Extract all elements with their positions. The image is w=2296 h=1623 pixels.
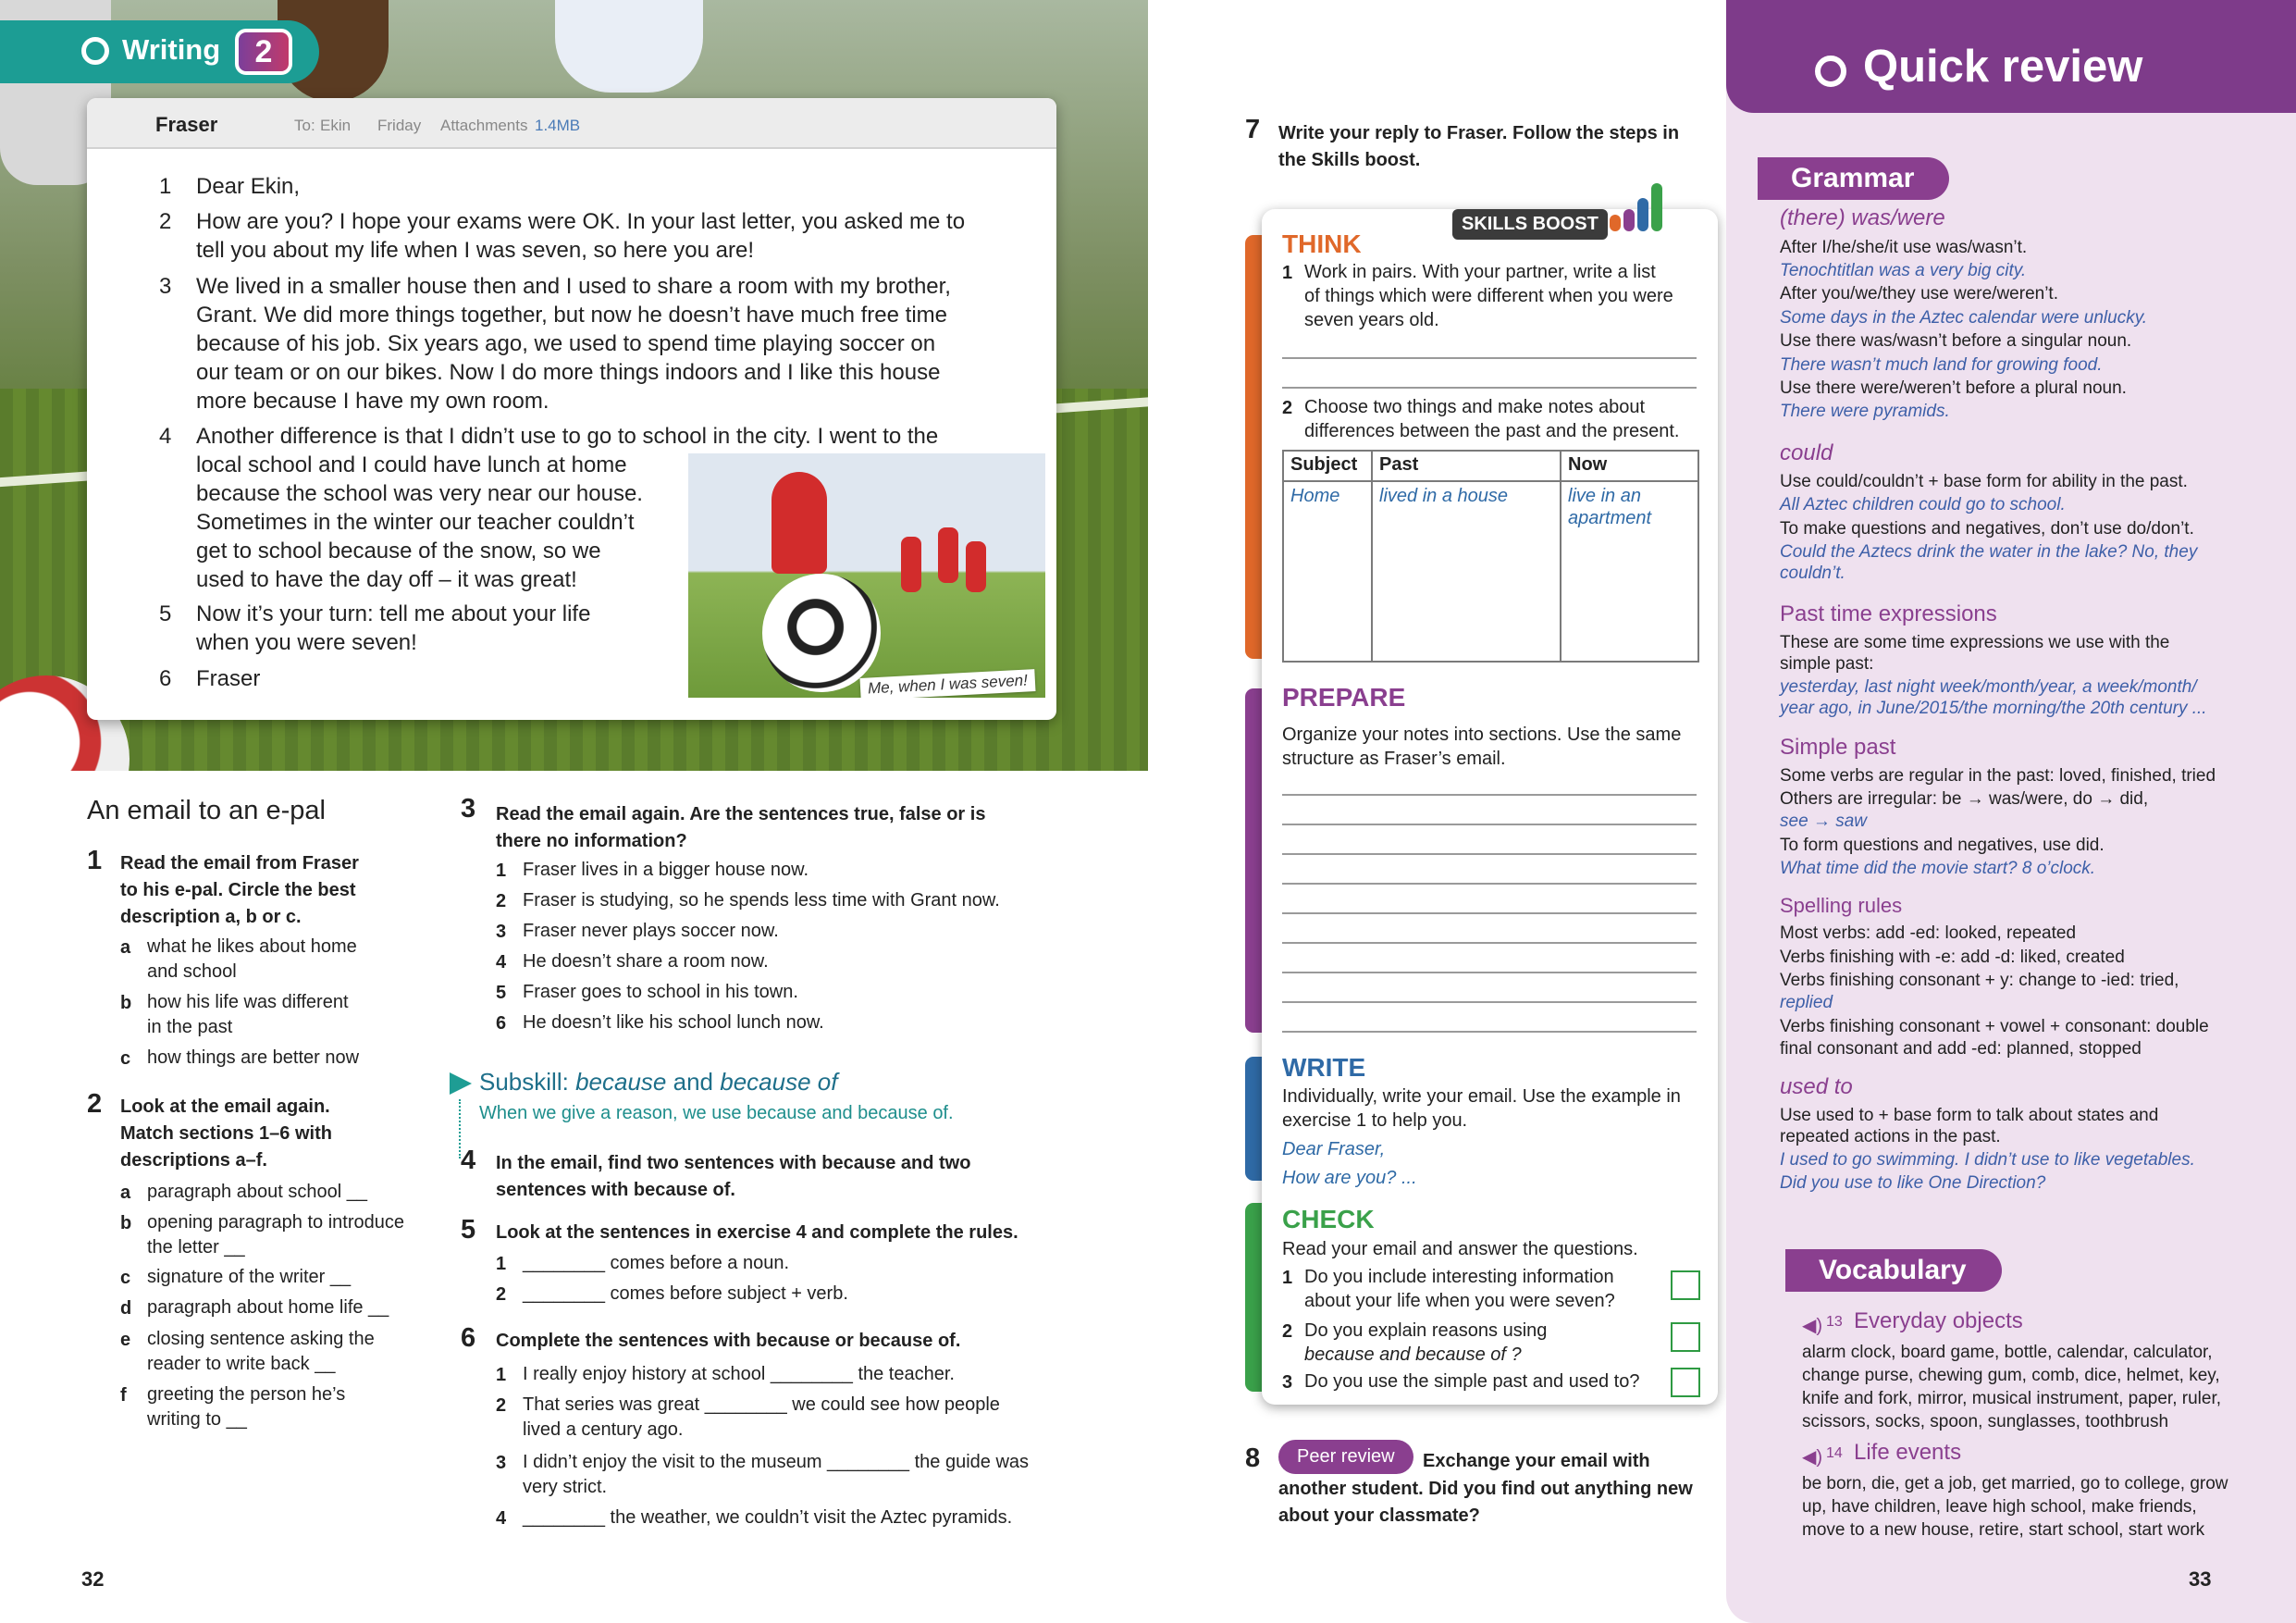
exercise-item: Fraser goes to school in his town.	[523, 982, 798, 1002]
vocab-title: Everyday objects	[1854, 1308, 2023, 1333]
exercise-item	[523, 1393, 1000, 1443]
instruction-line: another student. Did you find out anything new	[1278, 1479, 1693, 1499]
table-header: Subject	[1283, 451, 1372, 481]
rule-line: Verbs finishing consonant + y: change to -ied: tried,	[1780, 971, 2179, 990]
instruction-line: there no information?	[496, 831, 687, 851]
item-text: Do you include interesting information	[1304, 1267, 1614, 1287]
item-text: paragraph about home life __	[147, 1297, 389, 1318]
text-line: Organize your notes into sections. Use the same	[1282, 725, 1682, 745]
exercise-7-instruction	[1278, 120, 1679, 174]
rule-line: Use there was/wasn’t before a singular noun.	[1780, 331, 2132, 351]
item-number: 3	[1282, 1372, 1293, 1393]
writing-tab-number: 2	[235, 29, 292, 75]
subskill-text: When we give a reason, we use because and because of.	[479, 1103, 954, 1123]
audio-track-number: 13	[1826, 1314, 1843, 1330]
example-line: yesterday, last night week/month/year, a week/month/	[1780, 677, 2197, 697]
item-letter: d	[120, 1298, 132, 1319]
item-number: 3	[496, 1453, 507, 1473]
item-text: paragraph about school __	[147, 1182, 367, 1202]
instruction-line: description a, b or c.	[120, 907, 302, 927]
email-to: Ekin	[320, 117, 352, 134]
exercise-number: 7	[1245, 115, 1261, 144]
item-letter: c	[120, 1048, 131, 1069]
item-text: ________ the weather, we couldn’t visit the Aztec pyramids.	[523, 1507, 1013, 1528]
email-line: get to school because of the snow, so we	[196, 539, 601, 564]
item-text: seven years old.	[1304, 310, 1439, 330]
item-text: how his life was different	[147, 992, 349, 1012]
exercise-6-instruction: Complete the sentences with because or because of.	[496, 1331, 961, 1351]
vocab-line: up, have children, leave high school, make friends,	[1802, 1497, 2197, 1517]
example-line: Did you use to like One Direction?	[1780, 1173, 2046, 1193]
item-letter: c	[120, 1268, 131, 1288]
item-text: Do you use the simple past and used to?	[1304, 1371, 1640, 1392]
item-number: 4	[496, 1508, 507, 1529]
item-text: signature of the writer __	[147, 1267, 352, 1287]
check-intro: Read your email and answer the questions.	[1282, 1239, 1638, 1259]
instruction-line: In the email, find two sentences with because and two	[496, 1153, 971, 1173]
example-line: Tenochtitlan was a very big city.	[1780, 261, 2027, 280]
email-section-number: 6	[159, 666, 172, 691]
email-line: local school and I could have lunch at home	[196, 452, 627, 477]
example-line: There were pyramids.	[1780, 402, 1950, 421]
exercise-4-instruction	[496, 1150, 970, 1204]
rule-line: Others are irregular: be → was/were, do → did,	[1780, 789, 2149, 809]
example-line: replied	[1780, 993, 1833, 1012]
grammar-heading: Past time expressions	[1780, 601, 1997, 626]
exercise-item	[147, 935, 357, 985]
email-section-number: 4	[159, 424, 172, 449]
vocab-title: Life events	[1854, 1440, 1962, 1465]
email-attachments-label: Attachments	[440, 117, 528, 134]
vocab-list	[1802, 1472, 2228, 1542]
instruction-line: Look at the email again.	[120, 1096, 330, 1117]
exercise-item	[147, 1327, 375, 1377]
prepare-band	[1245, 688, 1262, 1033]
email-line: Now it’s your turn: tell me about your life	[196, 601, 591, 626]
item-text: I really enjoy history at school ________ the teacher.	[523, 1364, 955, 1384]
email-header	[87, 98, 1056, 149]
item-text: differences between the past and the present.	[1304, 421, 1680, 441]
rule-line: Some verbs are regular in the past: loved, finished, tried	[1780, 766, 2216, 786]
email-line: Another difference is that I didn’t use to go to school in the city. I went to the	[196, 424, 939, 449]
writing-line	[1282, 942, 1697, 944]
item-number: 6	[496, 1013, 507, 1034]
table-cell: Home	[1283, 481, 1372, 662]
example-line: Could the Aztecs drink the water in the lake? No, they	[1780, 542, 2198, 562]
example-line: Dear Fraser,	[1282, 1139, 1386, 1159]
writing-line	[1282, 387, 1697, 389]
exercise-item: Fraser lives in a bigger house now.	[523, 860, 809, 880]
instruction-line: Exchange your email with	[1423, 1451, 1650, 1471]
item-text: reader to write back __	[147, 1354, 336, 1374]
vocab-line: alarm clock, board game, bottle, calendar, calculator,	[1802, 1343, 2213, 1362]
email-line: We lived in a smaller house then and I used to share a room with my brother,	[196, 274, 951, 299]
item-number: 1	[496, 1365, 507, 1385]
writing-tab	[0, 20, 319, 83]
email-line: used to have the day off – it was great!	[196, 567, 577, 592]
exercise-number: 3	[461, 794, 476, 824]
item-text: the letter __	[147, 1237, 245, 1258]
item-number: 2	[496, 891, 507, 911]
item-text: I didn’t enjoy the visit to the museum ________ the guide was	[523, 1452, 1030, 1472]
email-line: Sometimes in the winter our teacher couldn’t	[196, 510, 635, 535]
think-item	[1304, 260, 1673, 332]
exercise-item	[147, 1295, 389, 1320]
binder-ring-icon	[81, 37, 109, 65]
writing-line	[1282, 794, 1697, 796]
vocab-line: be born, die, get a job, get married, go to college, grow	[1802, 1474, 2228, 1493]
table-header: Now	[1561, 451, 1698, 481]
email-line: because the school was very near our house.	[196, 481, 643, 506]
example-line: How are you? ...	[1282, 1168, 1417, 1188]
email-line: Fraser	[196, 666, 261, 691]
example-line: see → saw	[1780, 812, 1867, 831]
item-text: greeting the person he’s	[147, 1384, 346, 1405]
grammar-pill: Grammar	[1758, 157, 1949, 200]
text-line: structure as Fraser’s email.	[1282, 749, 1506, 769]
exercise-1-instruction	[120, 850, 359, 931]
email-to-label: To:	[294, 117, 315, 134]
item-text: Choose two things and make notes about	[1304, 397, 1646, 417]
photo-caption: Me, when I was seven!	[860, 669, 1036, 698]
grammar-heading: (there) was/were	[1780, 205, 1945, 230]
skills-bars-icon	[1610, 181, 1684, 231]
item-letter: a	[120, 1183, 131, 1203]
item-number: 2	[1282, 398, 1293, 418]
audio-speaker-icon[interactable]: ◀)	[1802, 1316, 1823, 1336]
writing-line	[1282, 1031, 1697, 1033]
grammar-heading: used to	[1780, 1074, 1853, 1099]
instruction-line: Match sections 1–6 with	[120, 1123, 332, 1144]
rule-line: Use could/couldn’t + base form for ability in the past.	[1780, 472, 2188, 491]
write-heading: WRITE	[1282, 1053, 1366, 1082]
email-section-number: 2	[159, 209, 172, 234]
exercise-number: 1	[87, 846, 103, 875]
exercise-item	[147, 990, 349, 1040]
exercise-2-instruction	[120, 1094, 332, 1174]
exercise-number: 5	[461, 1215, 476, 1245]
instruction-line: the Skills boost.	[1278, 150, 1421, 170]
check-band	[1245, 1203, 1262, 1392]
exercise-item	[147, 1180, 367, 1205]
example-line: I used to go swimming. I didn’t use to like vegetables.	[1780, 1150, 2195, 1170]
item-text: writing to __	[147, 1409, 247, 1430]
rule-line: These are some time expressions we use with the	[1780, 633, 2170, 652]
exercise-item	[147, 1210, 404, 1260]
exercise-number: 8	[1245, 1443, 1261, 1473]
page-number-left: 32	[81, 1567, 105, 1591]
item-text: because and because of ?	[1304, 1344, 1522, 1365]
item-text: how things are better now	[147, 1047, 360, 1068]
item-text: opening paragraph to introduce	[147, 1212, 404, 1233]
email-section-number: 1	[159, 174, 172, 199]
rule-line: After you/we/they use were/weren’t.	[1780, 284, 2058, 304]
instruction-line: Write your reply to Fraser. Follow the steps in	[1278, 123, 1680, 143]
instruction-line: Read the email from Fraser	[120, 853, 359, 873]
exercise-number: 4	[461, 1146, 476, 1175]
exercise-number: 2	[87, 1089, 103, 1119]
prepare-text	[1282, 723, 1681, 771]
table-cell: live in an apartment	[1561, 481, 1698, 662]
binder-ring-icon	[1815, 56, 1846, 87]
text-line: Individually, write your email. Use the example in	[1282, 1086, 1681, 1107]
text-line: exercise 1 to help you.	[1282, 1110, 1468, 1131]
rule-line: Use there were/weren’t before a plural noun.	[1780, 378, 2127, 398]
example-line: couldn’t.	[1780, 564, 1845, 583]
subskill-term: because	[575, 1068, 667, 1096]
exercise-item: Fraser is studying, so he spends less time with Grant now.	[523, 890, 1000, 911]
vocab-line: knife and fork, mirror, musical instrument, paper, ruler,	[1802, 1389, 2222, 1408]
rule-line: repeated actions in the past.	[1780, 1127, 2001, 1146]
rule-line: Most verbs: add -ed: looked, repeated	[1780, 923, 2077, 943]
item-letter: f	[120, 1385, 127, 1406]
exercise-item	[523, 1362, 955, 1387]
item-text: of things which were different when you were	[1304, 286, 1673, 306]
exercise-item: He doesn’t like his school lunch now.	[523, 1012, 824, 1033]
check-checkbox[interactable]	[1671, 1322, 1700, 1352]
email-line: our team or on our bikes. Now I do more things indoors and I like this house	[196, 360, 941, 385]
email-day: Friday	[377, 117, 422, 134]
example-line: There wasn’t much land for growing food.	[1780, 355, 2103, 375]
item-text: very strict.	[523, 1477, 608, 1497]
exercise-item: ________ comes before subject + verb.	[523, 1283, 848, 1304]
exercise-item	[147, 1265, 351, 1290]
skills-boost-badge: SKILLS BOOST	[1452, 209, 1608, 240]
exercise-8-instruction	[1278, 1476, 1693, 1530]
subskill-conj: and	[673, 1068, 713, 1096]
item-text: Do you explain reasons using	[1304, 1320, 1548, 1341]
item-text: in the past	[147, 1017, 233, 1037]
writing-line	[1282, 1001, 1697, 1003]
instruction-line: to his e-pal. Circle the best	[120, 880, 356, 900]
email-section-number: 3	[159, 274, 172, 299]
item-text: lived a century ago.	[523, 1419, 684, 1440]
notes-table	[1282, 450, 1699, 663]
item-number: 2	[496, 1284, 507, 1305]
email-line: more because I have my own room.	[196, 389, 549, 414]
item-number: 4	[496, 952, 507, 973]
vocab-line: move to a new house, retire, start school, start work	[1802, 1520, 2205, 1540]
exercise-item	[147, 1046, 359, 1071]
email-line: How are you? I hope your exams were OK. In your last letter, you asked me to	[196, 209, 966, 234]
think-heading: THINK	[1282, 229, 1362, 258]
exercise-item	[523, 1450, 1029, 1500]
writing-line	[1282, 972, 1697, 973]
writing-tab-label: Writing	[122, 33, 221, 66]
exercise-item	[147, 1382, 345, 1432]
subskill-label: Subskill:	[479, 1068, 569, 1096]
prepare-heading: PREPARE	[1282, 683, 1406, 712]
email-section-number: 5	[159, 601, 172, 626]
rule-line: After I/he/she/it use was/wasn’t.	[1780, 238, 2028, 257]
peer-review-badge: Peer review	[1278, 1440, 1413, 1474]
rule-line: Verbs finishing with -e: add -d: liked, created	[1780, 948, 2125, 967]
rule-line: Use used to + base form to talk about states and	[1780, 1106, 2159, 1125]
check-checkbox[interactable]	[1671, 1270, 1700, 1300]
email-line: because of his job. Six years ago, we used to spend time playing soccer on	[196, 331, 936, 356]
email-line: Dear Ekin,	[196, 174, 301, 199]
vocab-line: scissors, socks, spoon, sunglasses, toothbrush	[1802, 1412, 2169, 1431]
quick-review-title: Quick review	[1863, 42, 2143, 92]
check-item	[1304, 1369, 1639, 1394]
writing-line	[1282, 883, 1697, 885]
email-photo	[688, 453, 1045, 698]
exercise-item: He doesn’t share a room now.	[523, 951, 769, 972]
vocab-line: change purse, chewing gum, comb, dice, helmet, key,	[1802, 1366, 2220, 1385]
item-text: That series was great ________ we could see how people	[523, 1394, 1000, 1415]
email-line: Grant. We did more things together, but now he doesn’t have much free time	[196, 303, 948, 328]
instruction-line: Read the email again. Are the sentences true, false or is	[496, 804, 986, 824]
email-from: Fraser	[155, 113, 218, 136]
write-text	[1282, 1084, 1681, 1133]
subskill-term: because of	[720, 1068, 838, 1096]
rule-line: simple past:	[1780, 654, 1874, 674]
item-number: 1	[1282, 1268, 1293, 1288]
item-letter: a	[120, 937, 131, 958]
write-example	[1282, 1135, 1417, 1193]
think-item	[1304, 395, 1679, 443]
page-number-right: 33	[2189, 1567, 2212, 1591]
item-text: closing sentence asking the	[147, 1329, 375, 1349]
item-number: 1	[496, 861, 507, 881]
email-window	[87, 98, 1056, 720]
grammar-heading: Simple past	[1780, 735, 1896, 760]
audio-speaker-icon[interactable]: ◀)	[1802, 1447, 1823, 1468]
example-line: Some days in the Aztec calendar were unlucky.	[1780, 308, 2148, 328]
grammar-heading: could	[1780, 440, 1833, 465]
exercise-item	[523, 1505, 1012, 1530]
item-number: 2	[1282, 1321, 1293, 1342]
writing-line	[1282, 824, 1697, 825]
example-line: What time did the movie start? 8 o’clock.	[1780, 859, 2096, 878]
item-letter: b	[120, 993, 132, 1013]
item-letter: b	[120, 1213, 132, 1233]
audio-track-number: 14	[1826, 1445, 1843, 1461]
rule-line: To make questions and negatives, don’t use do/don’t.	[1780, 519, 2194, 539]
instruction-line: about your classmate?	[1278, 1505, 1480, 1526]
item-number: 1	[496, 1254, 507, 1274]
item-text: what he likes about home	[147, 936, 357, 957]
item-number: 1	[1282, 263, 1293, 283]
table-cell: lived in a house	[1372, 481, 1561, 662]
triangle-arrow-icon	[450, 1072, 472, 1095]
item-text: about your life when you were seven?	[1304, 1291, 1615, 1311]
quick-review-header	[1726, 0, 2296, 113]
section-title: An email to an e-pal	[87, 796, 326, 825]
write-band	[1245, 1057, 1262, 1181]
check-item	[1304, 1319, 1547, 1367]
email-line: when you were seven!	[196, 630, 417, 655]
vocabulary-pill: Vocabulary	[1785, 1249, 2002, 1292]
email-attachments-size: 1.4MB	[535, 117, 581, 134]
check-checkbox[interactable]	[1671, 1368, 1700, 1397]
writing-line	[1282, 357, 1697, 359]
writing-line	[1282, 853, 1697, 855]
item-text: and school	[147, 961, 237, 982]
writing-line	[1282, 912, 1697, 914]
check-heading: CHECK	[1282, 1205, 1375, 1233]
instruction-line: sentences with because of.	[496, 1180, 735, 1200]
exercise-3-instruction	[496, 801, 985, 855]
example-line: All Aztec children could go to school.	[1780, 495, 2066, 514]
rule-line: To form questions and negatives, use did.	[1780, 836, 2105, 855]
exercise-item: Fraser never plays soccer now.	[523, 921, 779, 941]
instruction-line: descriptions a–f.	[120, 1150, 267, 1171]
check-item	[1304, 1265, 1615, 1313]
table-header: Past	[1372, 451, 1561, 481]
item-number: 5	[496, 983, 507, 1003]
email-line: tell you about my life when I was seven, so here you are!	[196, 238, 754, 263]
item-number: 3	[496, 922, 507, 942]
rule-line: final consonant and add -ed: planned, stopped	[1780, 1039, 2142, 1059]
item-number: 2	[496, 1395, 507, 1416]
item-letter: e	[120, 1330, 131, 1350]
exercise-item: ________ comes before a noun.	[523, 1253, 789, 1273]
think-band	[1245, 235, 1262, 659]
vocab-list	[1802, 1341, 2221, 1433]
rule-line: Verbs finishing consonant + vowel + consonant: double	[1780, 1017, 2209, 1036]
grammar-heading: Spelling rules	[1780, 894, 1903, 917]
exercise-number: 6	[461, 1323, 476, 1353]
example-line: year ago, in June/2015/the morning/the 20th century ...	[1780, 699, 2207, 718]
item-text: Work in pairs. With your partner, write a list	[1304, 262, 1656, 282]
exercise-5-instruction: Look at the sentences in exercise 4 and complete the rules.	[496, 1222, 1018, 1243]
subskill-title	[479, 1068, 837, 1096]
